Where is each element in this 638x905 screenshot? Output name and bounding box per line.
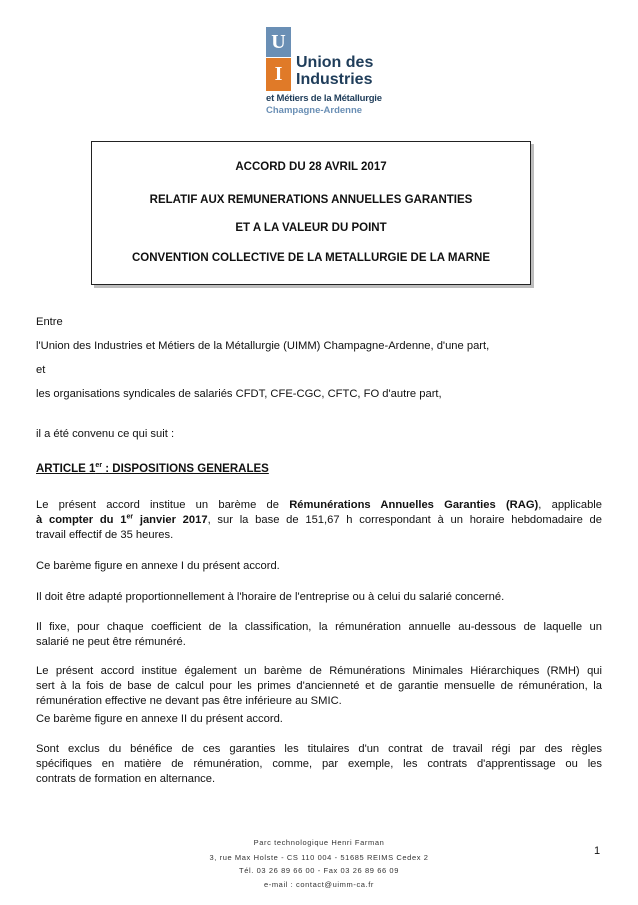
- title-line2: RELATIF AUX REMUNERATIONS ANNUELLES GARANTIES: [149, 194, 473, 206]
- p1-sup: er: [126, 513, 134, 521]
- p1-text-d: à compter du 1: [36, 514, 127, 526]
- paragraph-rmh-line1: Le présent accord institue également un barème de Rémunérations Minimales Hiérarchiques (RMH) qui: [36, 665, 602, 677]
- paragraph-coefficient-line2: salarié ne peut être rémunéré.: [36, 636, 186, 648]
- article-suffix: : DISPOSITIONS GENERALES: [102, 463, 269, 475]
- paragraph-exclusions-line2: spécifiques en matière de rémunération, comme, par exemple, les contrats d'apprentissage ou les: [36, 758, 602, 770]
- page-number: 1: [594, 845, 601, 857]
- intro-party2: les organisations syndicales de salariés CFDT, CFE-CGC, CFTC, FO d'autre part,: [36, 388, 442, 400]
- paragraph-rmh: [36, 664, 602, 709]
- article-prefix: ARTICLE 1: [36, 463, 96, 475]
- intro-entre: Entre: [36, 316, 63, 328]
- uimm-logo: [266, 27, 390, 121]
- paragraph-rmh-line2: sert à la fois de base de calcul pour les primes d'ancienneté et de garantie mensuelle de rémunération, la: [36, 680, 602, 692]
- article-heading: [36, 463, 269, 475]
- document-title-box: [91, 141, 531, 285]
- footer-line2: 3, rue Max Holste - CS 110 004 - 51685 REIMS Cedex 2: [209, 853, 429, 862]
- paragraph-exclusions-line1: Sont exclus du bénéfice de ces garanties les titulaires d'un contrat de travail régi par des règles: [36, 743, 602, 755]
- title-line3: ET A LA VALEUR DU POINT: [235, 222, 387, 234]
- p1-text-e: janvier 2017: [133, 514, 208, 526]
- paragraph-exclusions: [36, 742, 602, 787]
- logo-name-line1: Union des: [296, 54, 374, 71]
- p1-text-c: , applicable: [538, 499, 602, 511]
- p1-text-f: , sur la base de 151,67 h correspondant à un horaire hebdomadaire de: [207, 514, 602, 526]
- paragraph-adaptation: Il doit être adapté proportionnellement à l'horaire de l'entreprise ou à celui du salarié concerné.: [36, 591, 505, 603]
- paragraph-exclusions-line3: contrats de formation en alternance.: [36, 773, 216, 785]
- p1-text-b: Rémunérations Annuelles Garanties (RAG): [289, 499, 539, 511]
- intro-party1: l'Union des Industries et Métiers de la Métallurgie (UIMM) Champagne-Ardenne, d'une part,: [36, 340, 490, 352]
- intro-convenu: il a été convenu ce qui suit :: [36, 428, 175, 440]
- footer-line3: Tél. 03 26 89 66 00 - Fax 03 26 89 66 09: [239, 866, 399, 875]
- logo-sub-line1: et Métiers de la Métallurgie: [266, 93, 382, 104]
- logo-letter-i: I: [266, 58, 291, 91]
- title-line4: CONVENTION COLLECTIVE DE LA METALLURGIE DE LA MARNE: [132, 252, 490, 264]
- footer-email: e-mail : contact@uimm-ca.fr: [263, 880, 375, 889]
- paragraph-coefficient: [36, 620, 602, 650]
- p1-text-a: Le présent accord institue un barème de: [36, 499, 290, 511]
- logo-name-line2: Industries: [296, 71, 373, 88]
- paragraph-annexe1: Ce barème figure en annexe I du présent accord.: [36, 560, 280, 572]
- logo-letter-u: U: [266, 27, 291, 57]
- title-line1: ACCORD DU 28 AVRIL 2017: [235, 161, 387, 173]
- article-sup: er: [95, 462, 103, 470]
- paragraph-coefficient-line1: Il fixe, pour chaque coefficient de la classification, la rémunération annuelle au-dessous de laquelle un: [36, 621, 602, 633]
- footer-line1: Parc technologique Henri Farman: [253, 838, 385, 847]
- paragraph-annexe2: Ce barème figure en annexe II du présent accord.: [36, 713, 283, 725]
- logo-sub-line2: Champagne-Ardenne: [266, 105, 363, 116]
- paragraph-rag-line2: [36, 513, 602, 528]
- paragraph-rag-line1: [36, 498, 602, 513]
- paragraph-rag: [36, 498, 602, 543]
- logo-mark: [266, 27, 291, 91]
- paragraph-rmh-line3: rémunération effective ne devant pas être inférieure au SMIC.: [36, 695, 342, 707]
- intro-et: et: [36, 364, 46, 376]
- paragraph-rag-line3: travail effectif de 35 heures.: [36, 529, 174, 541]
